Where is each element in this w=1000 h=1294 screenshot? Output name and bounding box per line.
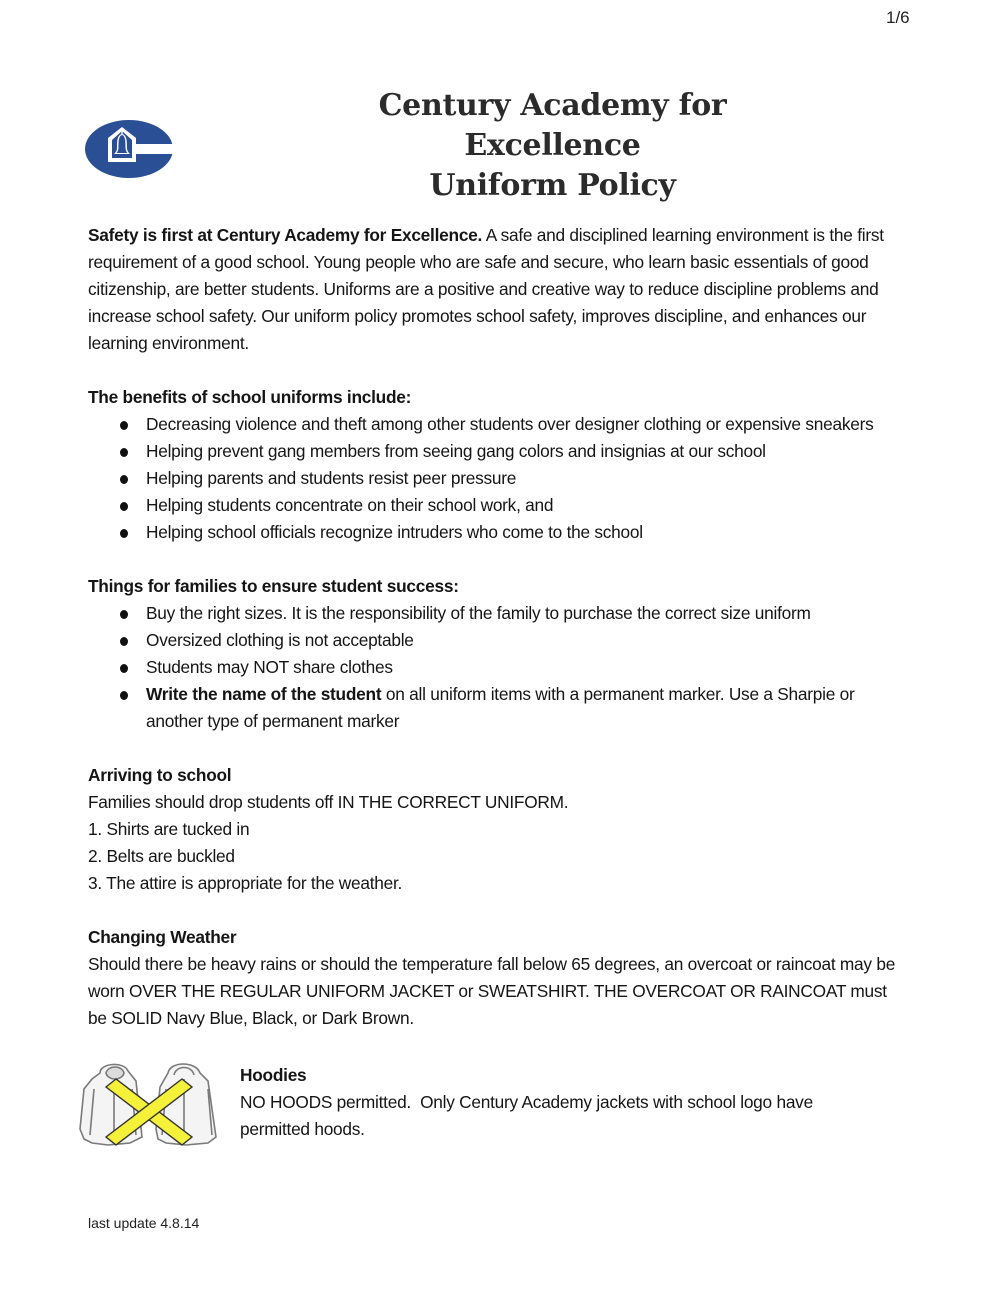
families-heading: Things for families to ensure student success:: [88, 576, 459, 596]
benefits-item: Helping parents and students resist peer pressure: [146, 465, 908, 492]
intro-text: A safe and disciplined learning environment is the first requirement of a good school. Young people who are safe and secure, who learn basic essentials of good citizenship, are better students. Uniforms are a positive and creative way to reduce discipline problems and increase school safety. Our uniform policy promotes school safety, improves discipline, and enhances our learning environment.: [88, 225, 884, 353]
families-item-text: Students may NOT share clothes: [146, 657, 393, 677]
document-title: [290, 86, 815, 206]
benefits-item: Helping school officials recognize intruders who come to the school: [146, 519, 908, 546]
weather-text: Should there be heavy rains or should the temperature fall below 65 degrees, an overcoat or raincoat may be worn OVER THE REGULAR UNIFORM JACKET or SWEATSHIRT. THE OVERCOAT OR RAINCOAT must be SOLID Navy Blue, Black, or Dark Brown.: [88, 954, 896, 1028]
families-item: [146, 600, 908, 627]
arriving-heading: Arriving to school: [88, 765, 232, 785]
benefits-list: [88, 411, 908, 546]
arriving-line: Families should drop students off IN THE CORRECT UNIFORM.: [88, 792, 569, 812]
intro-bold-lead: Safety is first at Century Academy for Excellence.: [88, 225, 483, 245]
intro-paragraph: [88, 222, 908, 357]
hoodies-text-block: [240, 1062, 880, 1143]
hoodies-section: [88, 1059, 908, 1159]
crossed-out-hoodies-icon: [78, 1059, 220, 1151]
families-item: [146, 681, 908, 735]
title-line-2: Uniform Policy: [429, 168, 676, 203]
arriving-line: 2. Belts are buckled: [88, 846, 235, 866]
benefits-section: [88, 384, 908, 546]
families-item-text: Oversized clothing is not acceptable: [146, 630, 414, 650]
benefits-item: Helping students concentrate on their school work, and: [146, 492, 908, 519]
document-body: [88, 222, 908, 1159]
title-line-1: Century Academy for Excellence: [378, 88, 727, 163]
families-section: [88, 573, 908, 735]
weather-heading: Changing Weather: [88, 927, 237, 947]
arriving-line: 1. Shirts are tucked in: [88, 819, 250, 839]
families-item: [146, 627, 908, 654]
last-update-note: last update 4.8.14: [88, 1215, 200, 1231]
families-list: [88, 600, 908, 735]
families-item-text: Buy the right sizes. It is the responsibility of the family to purchase the correct size uniform: [146, 603, 811, 623]
arriving-line: 3. The attire is appropriate for the weather.: [88, 873, 403, 893]
weather-section: [88, 924, 908, 1032]
families-item-bold: Write the name of the student: [146, 684, 382, 704]
page-indicator: 1/6: [886, 8, 910, 27]
benefits-heading: The benefits of school uniforms include:: [88, 387, 412, 407]
hoodies-heading: Hoodies: [240, 1065, 307, 1085]
families-item-text: on all uniform items with a permanent marker. Use a Sharpie or another type of permanent marker: [146, 684, 855, 731]
benefits-item: Helping prevent gang members from seeing gang colors and insignias at our school: [146, 438, 908, 465]
benefits-item: Decreasing violence and theft among other students over designer clothing or expensive sneakers: [146, 411, 908, 438]
arriving-section: [88, 762, 908, 897]
hoodies-text: NO HOODS permitted. Only Century Academy jackets with school logo have permitted hoods.: [240, 1092, 818, 1139]
school-logo-icon: [84, 118, 174, 180]
families-item: [146, 654, 908, 681]
